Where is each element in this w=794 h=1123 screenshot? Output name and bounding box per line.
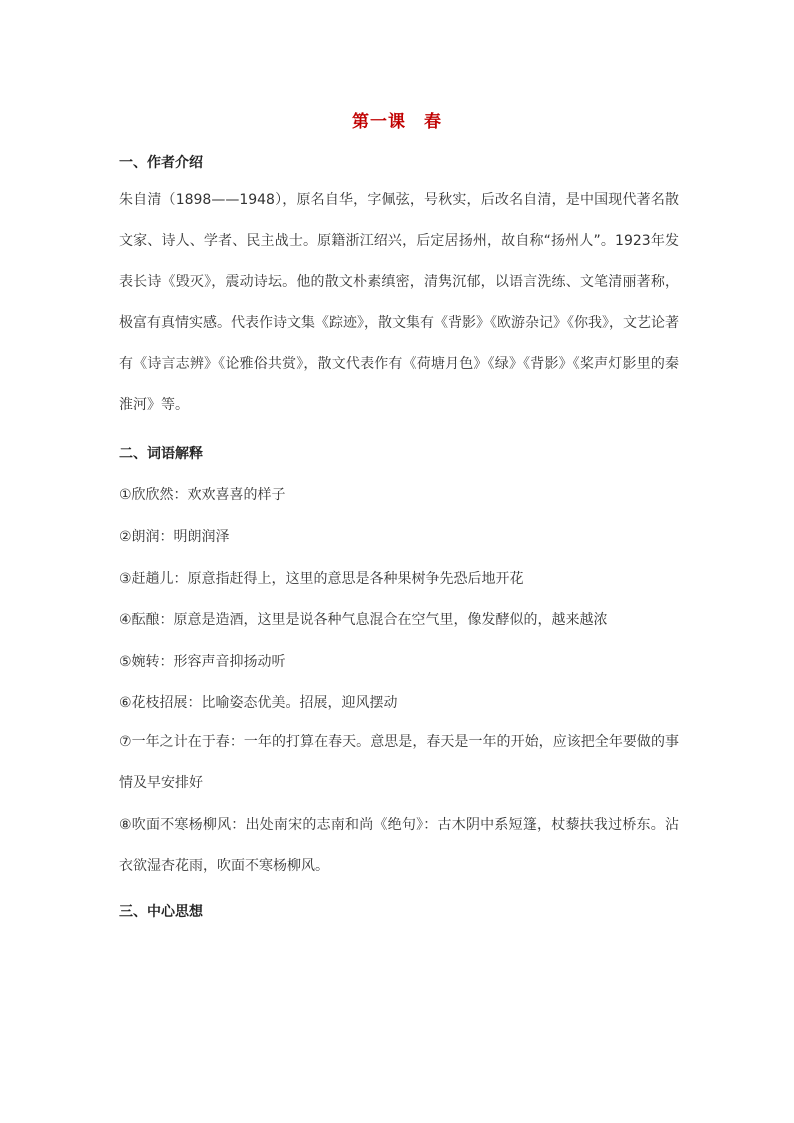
vocab-item-1: ①欣欣然：欢欢喜喜的样子 [119, 487, 286, 503]
section-heading-theme: 三、中心思想 [119, 904, 203, 920]
vocab-item-5: ⑤婉转：形容声音抑扬动听 [119, 654, 286, 670]
vocab-item-3: ③赶趟儿：原意指赶得上，这里的意思是各种果树争先恐后地开花 [119, 571, 524, 587]
section-heading-author: 一、作者介绍 [119, 155, 203, 171]
vocab-item-2: ②朗润：明朗润泽 [119, 529, 230, 545]
vocab-item-4: ④酝酿：原意是造酒，这里是说各种气息混合在空气里，像发酵似的，越来越浓 [119, 612, 608, 628]
section-heading-vocab: 二、词语解释 [119, 446, 203, 462]
vocab-item-8: ⑧吹面不寒杨柳风：出处南宋的志南和尚《绝句》：古木阴中系短篷，杖藜扶我过桥东。沾衣欲湿杏花雨，吹面不寒杨柳风。 [119, 817, 679, 874]
vocab-item-6: ⑥花枝招展：比喻姿态优美。招展，迎风摆动 [119, 695, 398, 711]
author-paragraph: 朱自清（1898——1948），原名自华，字佩弦，号秋实，后改名自清，是中国现代著名散文家、诗人、学者、民主战士。原籍浙江绍兴，后定居扬州，故自称“扬州人”。1923年发表长诗《毁灭》，震动诗坛。他的散文朴素缜密，清隽沉郁，以语言洗练、文笔清丽著称，极富有真情实感。代表作诗文集《踪迹》，散文集有《背影》《欧游杂记》《你我》，文艺论著有《诗言志辨》《论雅俗共赏》，散文代表作有《荷塘月色》《绿》《背影》《桨声灯影里的秦淮河》等。 [119, 192, 679, 413]
vocab-item-7: ⑦一年之计在于春：一年的打算在春天。意思是，春天是一年的开始，应该把全年要做的事情及早安排好 [119, 734, 679, 791]
lesson-title: 第一课 春 [352, 112, 442, 132]
